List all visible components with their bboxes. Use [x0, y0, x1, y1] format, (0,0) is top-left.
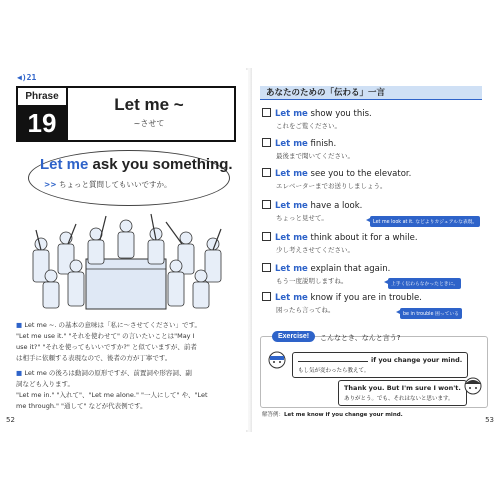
phrase-item[interactable] — [262, 108, 490, 130]
item-highlight: Let me — [275, 233, 308, 243]
answer-blank[interactable] — [298, 361, 368, 362]
bubble-rest: ask you something. — [88, 156, 233, 173]
phrase-item[interactable] — [262, 168, 490, 190]
phrase-word: Phrase — [18, 88, 66, 107]
item-english: explain that again. — [307, 264, 391, 274]
phrase-title-box — [64, 86, 236, 142]
item-japanese: もう一度説明しますね。 — [276, 277, 348, 285]
arrow-icon: >> — [44, 180, 57, 189]
phrase-item[interactable] — [262, 232, 490, 254]
item-highlight: Let me — [275, 201, 308, 211]
checkbox[interactable] — [262, 263, 271, 272]
checkbox[interactable] — [262, 232, 271, 241]
answer-example — [262, 410, 403, 418]
crowd-illustration — [16, 204, 238, 310]
item-highlight: Let me — [275, 169, 308, 179]
item-english: see you to the elevator. — [307, 169, 412, 179]
prompt-japanese: もし気が変わったら教えて。 — [298, 368, 370, 374]
item-english: show you this. — [307, 109, 372, 119]
answer-label: 解答例： — [262, 412, 285, 418]
explanation-line: "Let me use it." "それを使わせて" の言いたいことは"May I — [16, 332, 195, 340]
item-english: finish. — [307, 139, 337, 149]
audio-track-label[interactable]: ◀)21 — [17, 73, 37, 82]
right-page — [252, 70, 496, 430]
phrase-item[interactable] — [262, 138, 490, 160]
checkbox[interactable] — [262, 108, 271, 117]
item-highlight: Let me — [275, 109, 308, 119]
bubble-english — [40, 156, 233, 173]
checkbox[interactable] — [262, 138, 271, 147]
phrase-subtitle: ~させて — [133, 119, 165, 128]
page-number-left: 52 — [6, 416, 15, 424]
item-highlight: Let me — [275, 139, 308, 149]
left-page — [4, 70, 248, 430]
phrase-title: Let me ~ — [114, 95, 184, 114]
exercise-question: こんなとき、なんと言う? — [320, 334, 401, 342]
phrase-number: 19 — [18, 107, 66, 140]
exercise-prompt-bubble — [292, 352, 468, 378]
item-english: have a look. — [307, 201, 363, 211]
reply-english: Thank you. But I'm sure I won't. — [344, 384, 461, 392]
explanation-line: "Let me in." "入れて"、"Let me alone." "一人にして" や、"Let — [16, 391, 208, 399]
item-english: know if you are in trouble. — [307, 293, 422, 303]
answer-text: Let me know if you change your mind. — [284, 412, 403, 418]
item-japanese: 少し考えさせてください。 — [276, 246, 354, 254]
item-japanese: 最後まで聞いてください。 — [276, 152, 354, 160]
bubble-highlight: Let me — [40, 156, 89, 173]
section-title: あなたのための「伝わる」一言 — [260, 86, 482, 100]
item-japanese: ちょっと見せて。 — [276, 214, 328, 222]
explanation-paragraph-2: ■ Let me の後ろは動詞の原形ですが、前置詞や形容詞、副 詞なども入ります。 "Let me in." "入れて"、"Let me alone." "一人にして" や、"Let me through." "通して" などが代表例です。 — [16, 368, 240, 412]
prompt-suffix: if you change your mind. — [371, 356, 463, 364]
reply-japanese: ありがとう。でも、それはないと思います。 — [344, 396, 454, 402]
explanation-line: 詞なども入ります。 — [16, 380, 74, 388]
item-japanese: これをご覧ください。 — [276, 122, 341, 130]
note-callout: be in trouble 困っている — [400, 308, 462, 319]
exercise-reply-bubble — [338, 380, 467, 406]
item-english: think about it for a while. — [307, 233, 418, 243]
checkbox[interactable] — [262, 200, 271, 209]
checkbox[interactable] — [262, 168, 271, 177]
item-highlight: Let me — [275, 293, 308, 303]
bubble-jp-text: ちょっと質問してもいいですか。 — [56, 180, 172, 189]
explanation-paragraph-1: ■ Let me ~. の基本の意味は「私に～させてください」です。 "Let me use it." "それを使わせて" の言いたいことは"May I use it?" "それを使ってもいいですか?" と似ていますが、前者 は相手に依頼する表現なので、後者の方が丁寧です。 — [16, 320, 240, 364]
person-icon — [266, 350, 288, 374]
item-japanese: 困ったら言ってね。 — [276, 306, 335, 314]
explanation-line: Let me の後ろは動詞の原形ですが、前置詞や形容詞、副 — [24, 369, 192, 377]
exercise-label: Exercise! — [272, 331, 315, 342]
explanation-line: me through." "通して" などが代表例です。 — [16, 402, 147, 410]
note-callout: 上手く伝わらなかったときに。 — [388, 278, 461, 289]
checkbox[interactable] — [262, 292, 271, 301]
explanation-line: Let me ~. の基本の意味は「私に～させてください」です。 — [24, 321, 201, 329]
note-callout: Let me look at it. などよりカジュアルな表現。 — [370, 216, 480, 227]
person-icon — [462, 376, 484, 400]
bubble-japanese — [44, 179, 171, 190]
explanation-line: use it?" "それを使ってもいいですか?" と似ていますが、前者 — [16, 343, 197, 351]
item-highlight: Let me — [275, 264, 308, 274]
phrase-number-box — [16, 86, 68, 142]
explanation-line: は相手に依頼する表現なので、後者の方が丁寧です。 — [16, 354, 172, 362]
page-number-right: 53 — [485, 416, 494, 424]
item-japanese: エレベーターまでお送りしましょう。 — [276, 182, 387, 190]
